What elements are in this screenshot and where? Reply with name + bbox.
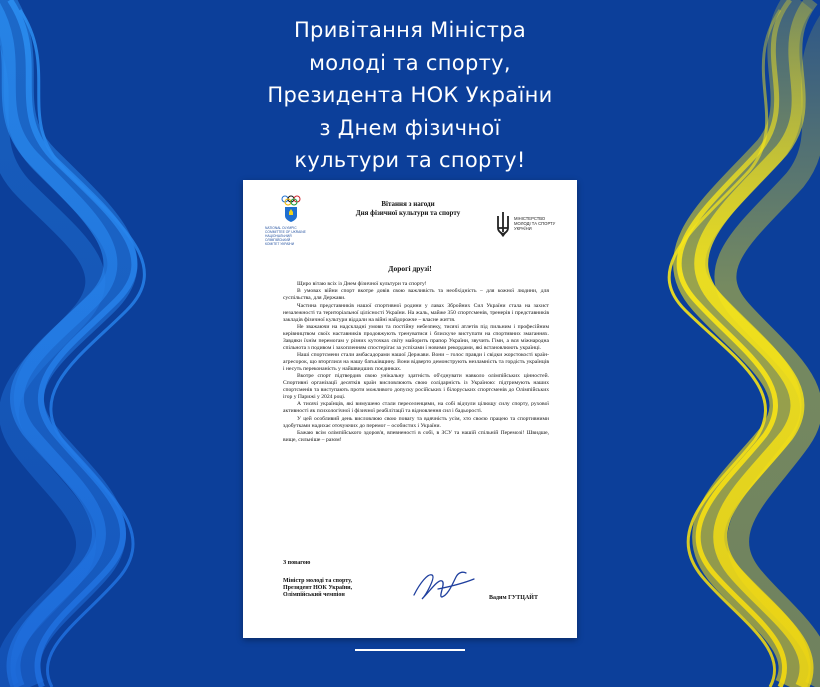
ministry-line: МОЛОДІ ТА СПОРТУ xyxy=(514,221,556,226)
letter-header-title xyxy=(333,200,483,218)
signoff-line: Президент НОК України, xyxy=(283,585,353,592)
signoff-line: Олімпійський чемпіон xyxy=(283,592,345,599)
letter-paragraph: Частина представників нашої спортивної родини у лавах Збройних Сил України стала на захист незалежності та територіальної цілісності України. На жаль, майже 350 спортсменів, тренерів і представників закладів фізичної культури віддали на війні найдорожче – власне життя. xyxy=(283,302,549,323)
letter-signoff xyxy=(283,578,403,600)
ministry-name xyxy=(514,216,570,231)
letter-closing: З повагою xyxy=(283,560,311,566)
letter-document xyxy=(243,180,577,638)
headline-line: культури та спорту! xyxy=(294,148,526,172)
signer-name: Вадим ГУТЦАЙТ xyxy=(489,595,538,601)
letter-paragraph: Бажаю всім олімпійського здоров'я, впевненості в собі, в ЗСУ та нашій спільній Перемозі! Швидше, вище, сильніше – разом! xyxy=(283,430,549,443)
letter-body xyxy=(283,281,549,444)
noc-line: NATIONAL OLYMPIC xyxy=(265,226,297,230)
headline xyxy=(210,14,610,177)
letter-paragraph: А тисячі українців, які вимушено стали переселенцями, на собі відчули цілющу силу спорту, рухової активності як психологічної і фізичної реабілітації та відновлення сил і бадьорості. xyxy=(283,401,549,415)
headline-line: Президента НОК України xyxy=(267,83,553,107)
letter-paragraph: Не зважаючи на надскладні умови та постійну небезпеку, тисячі атлетів під пильним і професійним керівництвом своїх наставників продовжують тренуватися і блискуче виступати на спортивних змаганнях. Завдяки їхнім перемогам у різних куточках світу майорить прапор України, звучить Гімн, а вся міжнародна спільнота з подивом і захопленням спостерігає за успіхами і новими рекордами, які встановлюють українці. xyxy=(283,323,549,351)
noc-line: НАЦІОНАЛЬНИЙ ОЛІМПІЙСЬКИЙ xyxy=(265,234,292,242)
header-title-line: Дня фізичної культури та спорту xyxy=(355,209,461,217)
noc-name xyxy=(265,226,317,246)
headline-line: Привітання Міністра xyxy=(293,18,527,42)
header-title-line: Вітання з нагоди xyxy=(381,200,435,208)
handwritten-signature xyxy=(408,565,478,607)
letter-paragraph: Наші спортсмени стали амбасадорами нашої Держави. Вони – голос правди і свідки жорстокості країн-агресорок, що вторглися на нашу батьківщину. Вони відверто демонструють незламність та гордість українців і несуть переконаність у найшвидших поєдинках. xyxy=(283,352,549,372)
trident-icon xyxy=(495,210,511,238)
letter-paragraph: В умовах війни спорт вкотре довів свою важливість та необхідність – для кожної людини, для суспільства, для Держави. xyxy=(283,288,549,302)
letter-paragraph: Щиро вітаю всіх із Днем фізичної культури та спорту! xyxy=(297,281,427,287)
ministry-line: МІНІСТЕРСТВО xyxy=(514,216,546,221)
noc-line: КОМІТЕТ УКРАЇНИ xyxy=(265,242,295,246)
ministry-line: УКРАЇНИ xyxy=(514,226,532,231)
signoff-line: Міністр молоді та спорту, xyxy=(283,578,352,584)
bottom-divider xyxy=(355,649,465,651)
letter-greeting: Дорогі друзі! xyxy=(388,264,432,273)
headline-line: молоді та спорту, xyxy=(309,50,511,75)
right-yellow-wave xyxy=(669,0,820,687)
letter-paragraph: У цей особливий день висловлюю свою повагу та вдячність усім, хто своєю працею та спортивними здобутками надихає оточуючих до перемог – особистих і України. xyxy=(283,415,549,429)
letter-paragraph: Вкотре спорт підтвердив свою унікальну здатність об'єднувати навколо олімпійських цінностей. Спортивні організації десятків країн висловлюють свою солідарність із Україною: підтримують наших спортсменів та виступають проти можливого допуску російських і білоруських спортсменів до Олімпійських ігор у Парижі у 2024 році. xyxy=(283,373,549,400)
noc-logo xyxy=(265,194,317,246)
noc-line: COMMITTEE OF UKRAINE xyxy=(265,230,306,234)
left-blue-wave xyxy=(0,0,144,687)
headline-line: з Днем фізичної xyxy=(319,115,501,140)
olympic-rings-icon xyxy=(276,194,306,224)
